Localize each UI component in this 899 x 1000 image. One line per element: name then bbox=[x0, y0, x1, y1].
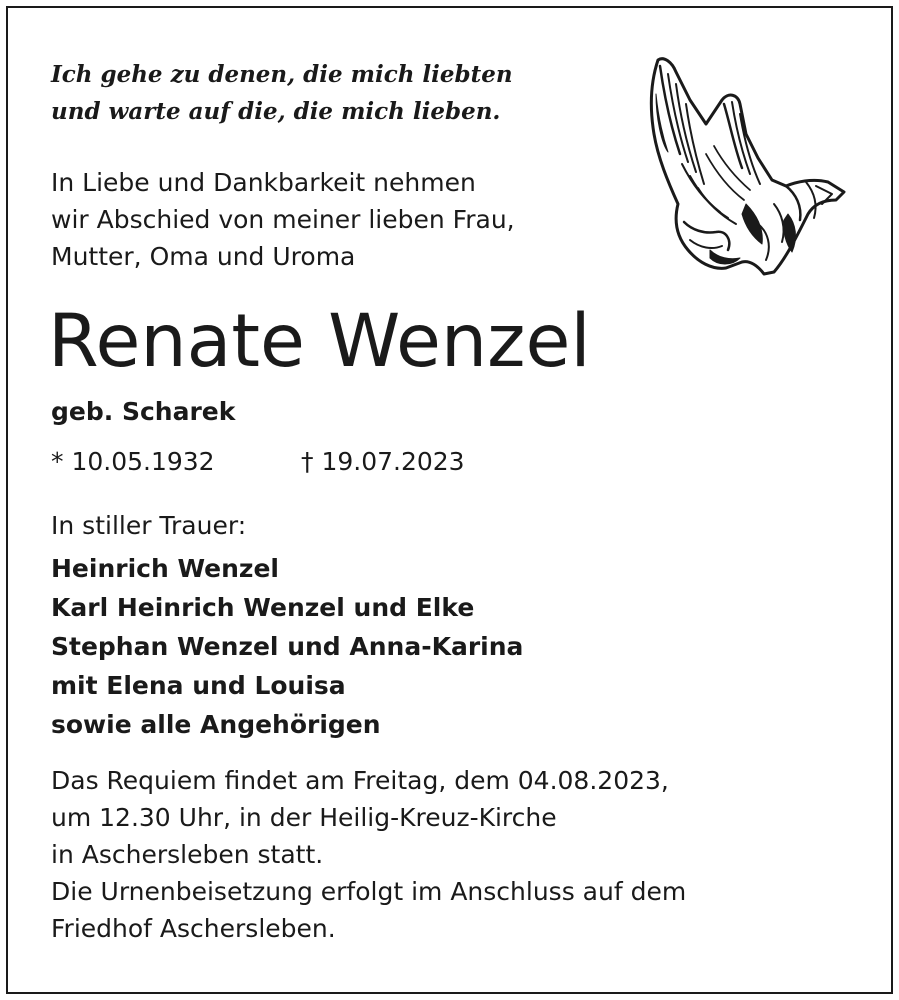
service-line: um 12.30 Uhr, in der Heilig-Kreuz-Kirche bbox=[51, 803, 557, 832]
intro-line: In Liebe und Dankbarkeit nehmen bbox=[51, 168, 476, 197]
mourner: mit Elena und Louisa bbox=[51, 671, 346, 700]
intro-line: Mutter, Oma und Uroma bbox=[51, 242, 356, 271]
service-line: Die Urnenbeisetzung erfolgt im Anschluss auf dem bbox=[51, 877, 687, 906]
death-date: † 19.07.2023 bbox=[301, 447, 465, 476]
mourner: sowie alle Angehörigen bbox=[51, 710, 381, 739]
service-info bbox=[51, 762, 686, 947]
mourner: Stephan Wenzel und Anna-Karina bbox=[51, 632, 524, 661]
mourners-list bbox=[51, 549, 523, 744]
quote-line: und warte auf die, die mich lieben. bbox=[51, 98, 501, 125]
quote-line: Ich gehe zu denen, die mich liebten bbox=[51, 61, 513, 88]
deceased-name: Renate Wenzel bbox=[48, 299, 591, 384]
mourning-intro: In stiller Trauer: bbox=[51, 511, 247, 540]
service-line: Friedhof Aschersleben. bbox=[51, 914, 336, 943]
service-line: Das Requiem findet am Freitag, dem 04.08.2023, bbox=[51, 766, 669, 795]
mourner: Heinrich Wenzel bbox=[51, 554, 279, 583]
intro-line: wir Abschied von meiner lieben Frau, bbox=[51, 205, 515, 234]
birth-date: * 10.05.1932 bbox=[51, 447, 215, 476]
service-line: in Aschersleben statt. bbox=[51, 840, 324, 869]
maiden-name: geb. Scharek bbox=[51, 397, 236, 426]
praying-hands-icon bbox=[646, 54, 851, 276]
intro-text bbox=[51, 164, 515, 275]
mourner: Karl Heinrich Wenzel und Elke bbox=[51, 593, 475, 622]
life-dates bbox=[51, 444, 465, 480]
quote bbox=[51, 56, 513, 130]
